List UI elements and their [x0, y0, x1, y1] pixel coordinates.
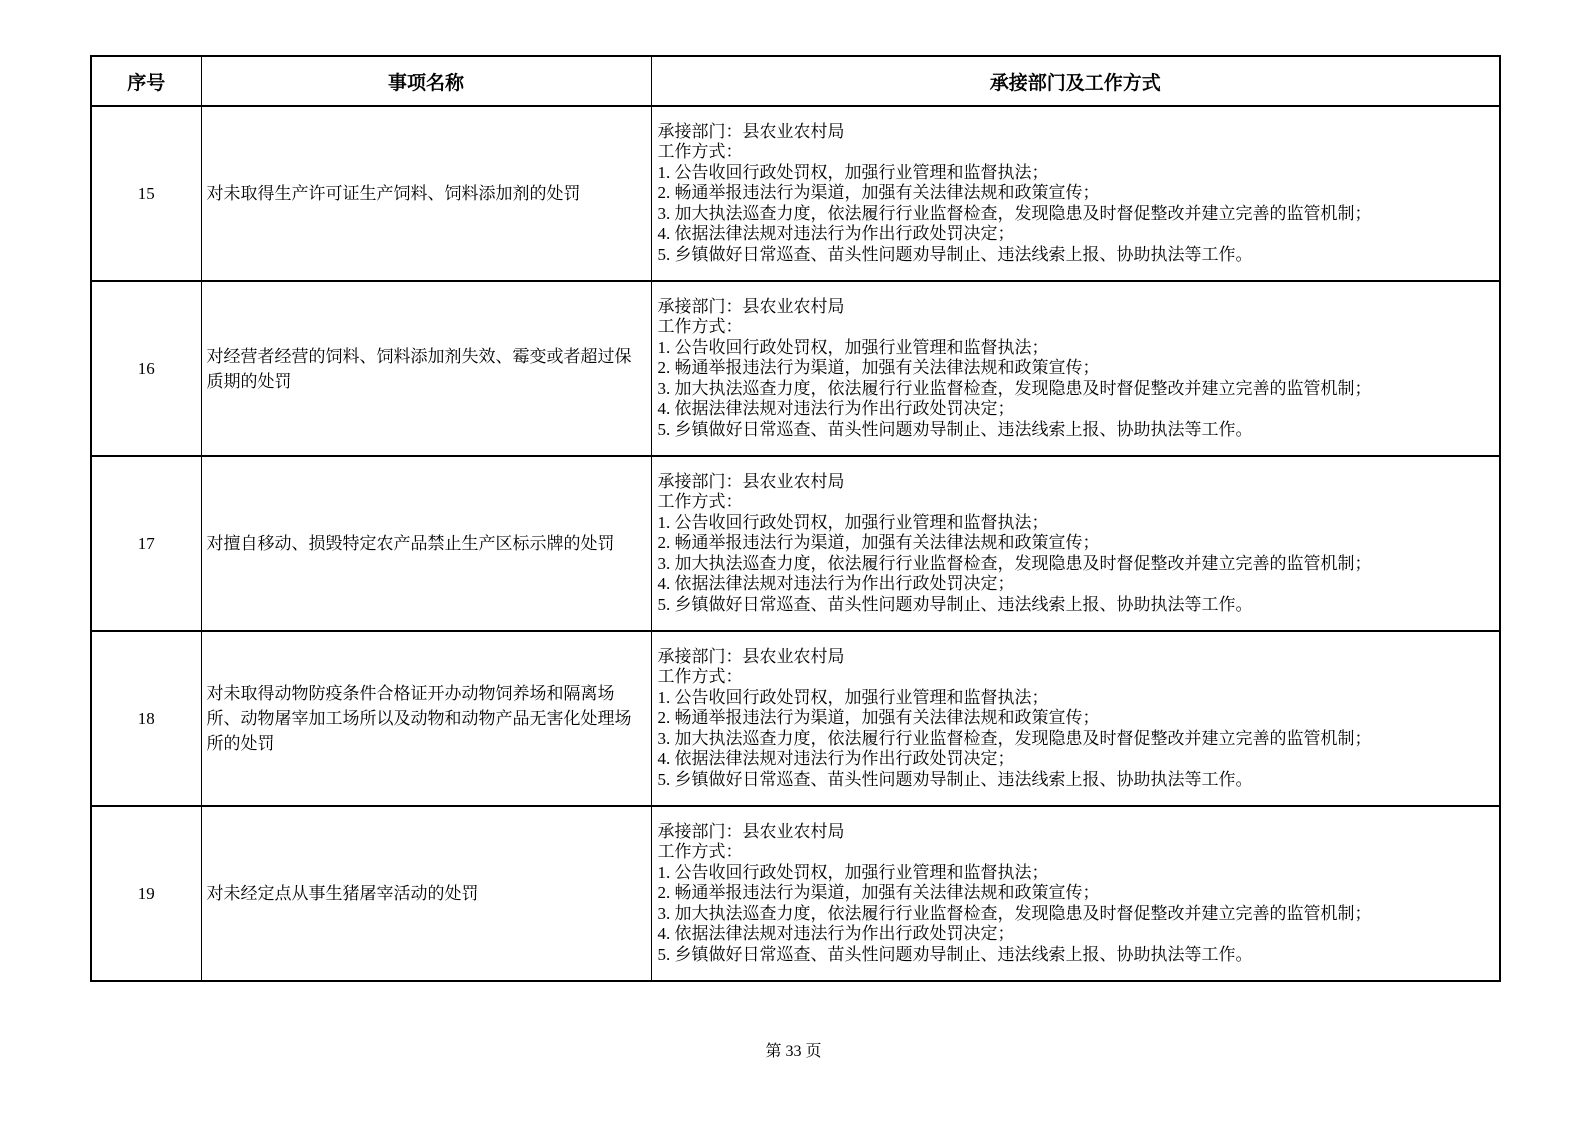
detail-line: 4. 依据法律法规对违法行为作出行政处罚决定；	[657, 574, 1015, 594]
header-cell-department-method: 承接部门及工作方式	[651, 56, 1500, 106]
detail-line: 工作方式：	[657, 667, 743, 687]
detail-line: 3. 加大执法巡查力度，依法履行行业监督检查，发现隐患及时督促整改并建立完善的监管机制；	[657, 203, 1372, 223]
detail-line: 3. 加大执法巡查力度，依法履行行业监督检查，发现隐患及时督促整改并建立完善的监管机制；	[657, 903, 1372, 923]
item-name: 对未取得生产许可证生产饲料、饲料添加剂的处罚	[201, 106, 651, 281]
detail-line: 3. 加大执法巡查力度，依法履行行业监督检查，发现隐患及时督促整改并建立完善的监管机制；	[657, 553, 1372, 573]
detail-line: 1. 公告收回行政处罚权，加强行业管理和监督执法；	[657, 512, 1049, 532]
department-and-method-cell	[651, 281, 1500, 456]
department-and-method-cell	[651, 631, 1500, 806]
detail-line: 承接部门：县农业农村局	[657, 121, 845, 141]
detail-line: 工作方式：	[657, 317, 743, 337]
table-row	[91, 631, 1500, 806]
department-and-method-cell	[651, 106, 1500, 281]
detail-line: 5. 乡镇做好日常巡查、苗头性问题劝导制止、违法线索上报、协助执法等工作。	[657, 419, 1253, 439]
department-and-method-cell	[651, 456, 1500, 631]
detail-line: 承接部门：县农业农村局	[657, 471, 845, 491]
detail-line: 3. 加大执法巡查力度，依法履行行业监督检查，发现隐患及时督促整改并建立完善的监管机制；	[657, 728, 1372, 748]
detail-line: 1. 公告收回行政处罚权，加强行业管理和监督执法；	[657, 862, 1049, 882]
detail-line: 2. 畅通举报违法行为渠道，加强有关法律法规和政策宣传；	[657, 883, 1100, 903]
department-and-method-cell	[651, 806, 1500, 981]
detail-line: 2. 畅通举报违法行为渠道，加强有关法律法规和政策宣传；	[657, 358, 1100, 378]
detail-line: 4. 依据法律法规对违法行为作出行政处罚决定；	[657, 749, 1015, 769]
row-serial-number: 19	[91, 806, 201, 981]
item-name: 对未经定点从事生猪屠宰活动的处罚	[201, 806, 651, 981]
detail-line: 承接部门：县农业农村局	[657, 296, 845, 316]
detail-line: 4. 依据法律法规对违法行为作出行政处罚决定；	[657, 399, 1015, 419]
table-row	[91, 806, 1500, 981]
detail-line: 1. 公告收回行政处罚权，加强行业管理和监督执法；	[657, 337, 1049, 357]
detail-line: 工作方式：	[657, 842, 743, 862]
table-header-row	[91, 56, 1500, 106]
detail-line: 1. 公告收回行政处罚权，加强行业管理和监督执法；	[657, 687, 1049, 707]
detail-line: 工作方式：	[657, 492, 743, 512]
detail-line: 5. 乡镇做好日常巡查、苗头性问题劝导制止、违法线索上报、协助执法等工作。	[657, 244, 1253, 264]
detail-line: 工作方式：	[657, 142, 743, 162]
detail-line: 2. 畅通举报违法行为渠道，加强有关法律法规和政策宣传；	[657, 708, 1100, 728]
row-serial-number: 15	[91, 106, 201, 281]
detail-line: 5. 乡镇做好日常巡查、苗头性问题劝导制止、违法线索上报、协助执法等工作。	[657, 594, 1253, 614]
detail-line: 承接部门：县农业农村局	[657, 646, 845, 666]
detail-line: 5. 乡镇做好日常巡查、苗头性问题劝导制止、违法线索上报、协助执法等工作。	[657, 769, 1253, 789]
item-name: 对未取得动物防疫条件合格证开办动物饲养场和隔离场所、动物屠宰加工场所以及动物和动物产品无害化处理场所的处罚	[201, 631, 651, 806]
detail-line: 2. 畅通举报违法行为渠道，加强有关法律法规和政策宣传；	[657, 533, 1100, 553]
detail-line: 5. 乡镇做好日常巡查、苗头性问题劝导制止、违法线索上报、协助执法等工作。	[657, 944, 1253, 964]
row-serial-number: 17	[91, 456, 201, 631]
detail-line: 4. 依据法律法规对违法行为作出行政处罚决定；	[657, 924, 1015, 944]
detail-line: 承接部门：县农业农村局	[657, 821, 845, 841]
header-cell-item-name: 事项名称	[201, 56, 651, 106]
header-cell-serial-number: 序号	[91, 56, 201, 106]
detail-line: 4. 依据法律法规对违法行为作出行政处罚决定；	[657, 224, 1015, 244]
item-name: 对经营者经营的饲料、饲料添加剂失效、霉变或者超过保质期的处罚	[201, 281, 651, 456]
table-row	[91, 281, 1500, 456]
table-row	[91, 106, 1500, 281]
page-number: 第 33 页	[765, 1043, 822, 1060]
row-serial-number: 18	[91, 631, 201, 806]
detail-line: 2. 畅通举报违法行为渠道，加强有关法律法规和政策宣传；	[657, 183, 1100, 203]
items-table	[90, 55, 1501, 982]
row-serial-number: 16	[91, 281, 201, 456]
detail-line: 3. 加大执法巡查力度，依法履行行业监督检查，发现隐患及时督促整改并建立完善的监管机制；	[657, 378, 1372, 398]
detail-line: 1. 公告收回行政处罚权，加强行业管理和监督执法；	[657, 162, 1049, 182]
item-name: 对擅自移动、损毁特定农产品禁止生产区标示牌的处罚	[201, 456, 651, 631]
table-row	[91, 456, 1500, 631]
